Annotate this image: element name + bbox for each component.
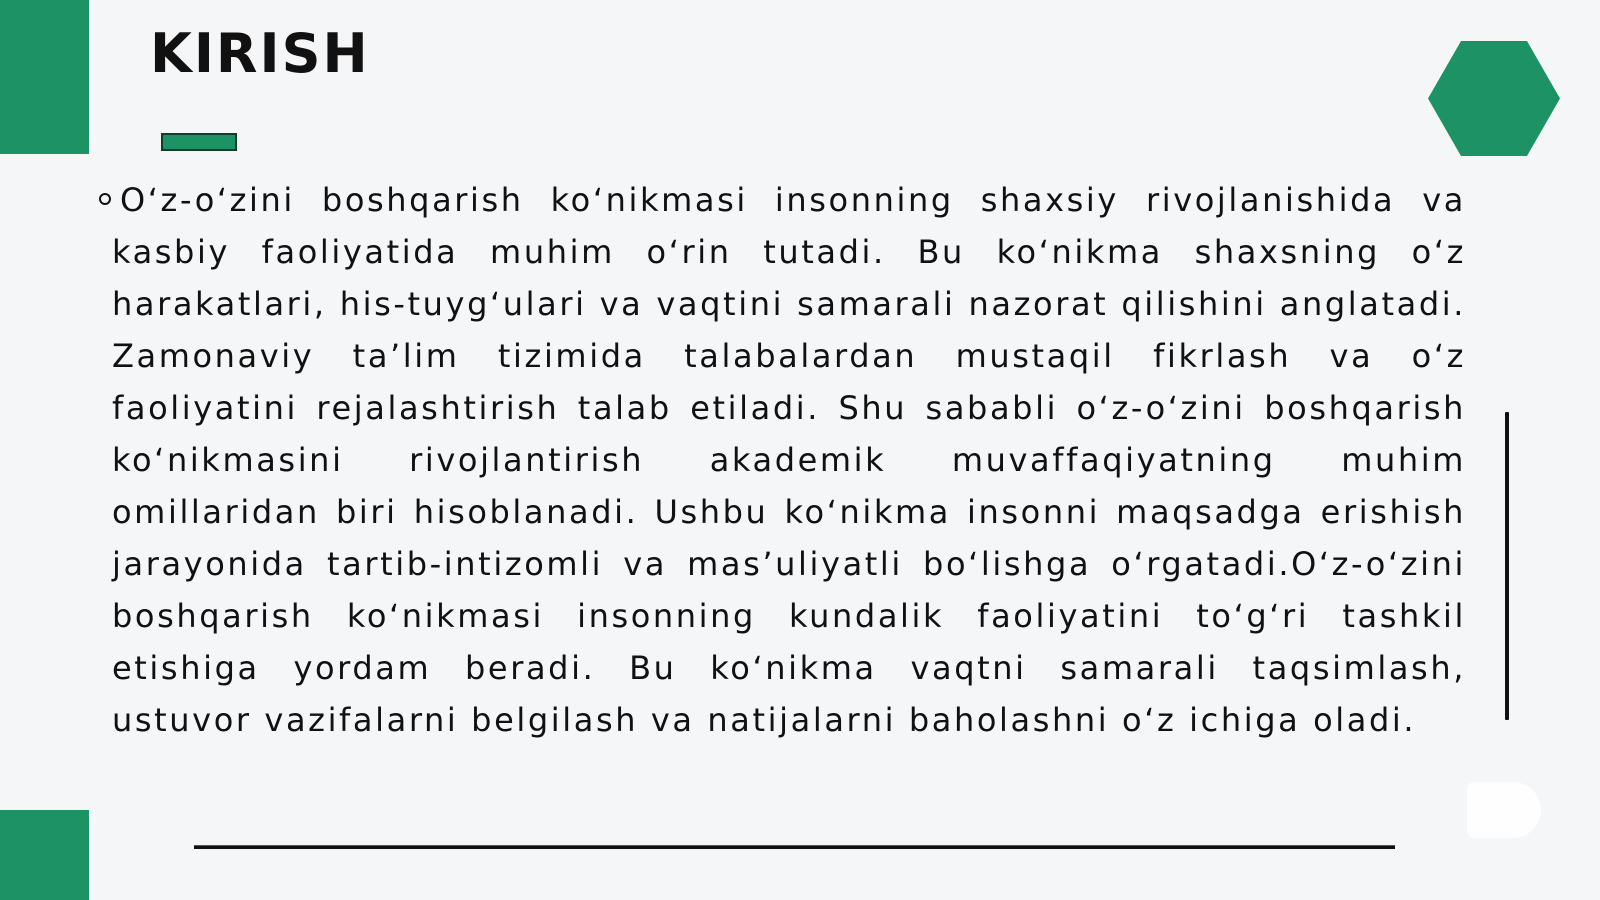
body-paragraph: O‘z-o‘zini boshqarish ko‘nikmasi insonning shaxsiy rivojlanishida va kasbiy faoliyatida muhim o‘rin tutadi. Bu ko‘nikma shaxsning o‘z harakatlari, his-tuyg‘ulari va vaqtini samarali nazorat qilishini anglatadi. Zamonaviy ta’lim tizimida talabalardan mustaqil fikrlash va o‘z faoliyatini rejalashtirish talab etiladi. Shu sababli o‘z-o‘zini boshqarish ko‘nikmasini rivojlantirish akademik muvaffaqiyatning muhim omillaridan biri hisoblanadi. Ushbu ko‘nikma insonni maqsadga erishish jarayonida tartib-intizomli va mas’uliyatli bo‘lishga o‘rgatadi.O‘z-o‘zini boshqarish ko‘nikmasi insonning kundalik faoliyatini to‘g‘ri tashkil etishiga yordam beradi. Bu ko‘nikma vaqtni samarali taqsimlash, ustuvor vazifalarni belgilash va natijalarni baholashni o‘z ichiga oladi.	[112, 181, 1466, 739]
slide-title: KIRISH	[150, 22, 370, 85]
decorative-white-shape	[1467, 782, 1541, 838]
green-corner-block-bottom	[0, 810, 89, 900]
circle-bullet-icon	[99, 193, 111, 205]
green-corner-block-top	[0, 0, 89, 154]
hexagon-icon	[1428, 41, 1560, 156]
body-paragraph-block	[96, 174, 1466, 746]
horizontal-divider-line	[194, 845, 1395, 849]
title-accent-bar	[161, 133, 237, 151]
vertical-divider-line	[1505, 412, 1509, 720]
